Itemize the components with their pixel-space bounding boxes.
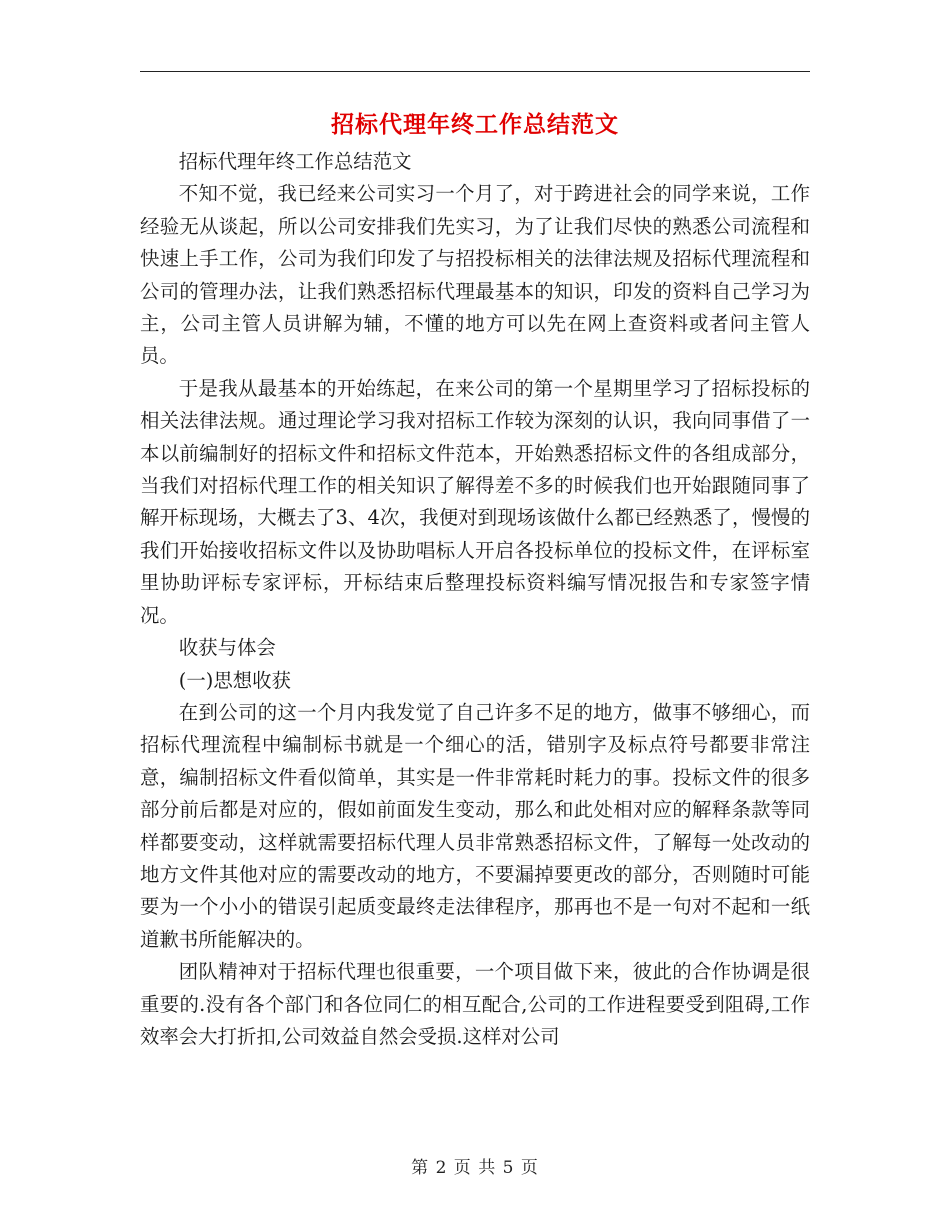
document-title: 招标代理年终工作总结范文 xyxy=(331,111,619,138)
page-number: 第 2 页 共 5 页 xyxy=(411,1158,539,1178)
section-heading: 收获与体会 xyxy=(178,636,276,660)
document-body xyxy=(140,146,810,1053)
paragraph: 不知不觉，我已经来公司实习一个月了，对于跨进社会的同学来说，工作经验无从谈起，所以公司安排我们先实习，为了让我们尽快的熟悉公司流程和快速上手工作，公司为我们印发了与招投标相关的法律法规及招标代理流程和公司的管理办法，让我们熟悉招标代理最基本的知识，印发的资料自己学习为主，公司主管人员讲解为辅，不懂的地方可以先在网上查资料或者问主管人员。 xyxy=(140,182,810,368)
paragraph: 在到公司的这一个月内我发觉了自己许多不足的地方，做事不够细心，而招标代理流程中编制标书就是一个细心的活，错别字及标点符号都要非常注意，编制招标文件看似简单，其实是一件非常耗时耗力的事。投标文件的很多部分前后都是对应的，假如前面发生变动，那么和此处相对应的解释条款等同样都要变动，这样就需要招标代理人员非常熟悉招标文件，了解每一处改动的地方文件其他对应的需要改动的地方，不要漏掉要更改的部分，否则随时可能要为一个小小的错误引起质变最终走法律程序，那再也不是一句对不起和一纸道歉书所能解决的。 xyxy=(140,700,810,951)
header-rule xyxy=(140,71,810,72)
paragraph-subtitle: 招标代理年终工作总结范文 xyxy=(178,150,412,173)
paragraph: 团队精神对于招标代理也很重要，一个项目做下来，彼此的合作协调是很重要的.没有各个部门和各位同仁的相互配合,公司的工作进程要受到阻碍,工作效率会大打折扣,公司效益自然会受损.这样对公司 xyxy=(140,960,810,1048)
paragraph: 于是我从最基本的开始练起，在来公司的第一个星期里学习了招标投标的相关法律法规。通过理论学习我对招标工作较为深刻的认识，我向同事借了一本以前编制好的招标文件和招标文件范本，开始熟悉招标文件的各组成部分，当我们对招标代理工作的相关知识了解得差不多的时候我们也开始跟随同事了解开标现场，大概去了3、4次，我便对到现场该做什么都已经熟悉了，慢慢的我们开始接收招标文件以及协助唱标人开启各投标单位的投标文件，在评标室里协助评标专家评标，开标结束后整理投标资料编写情况报告和专家签字情况。 xyxy=(140,376,810,627)
subsection-heading: (一)思想收获 xyxy=(178,668,291,692)
